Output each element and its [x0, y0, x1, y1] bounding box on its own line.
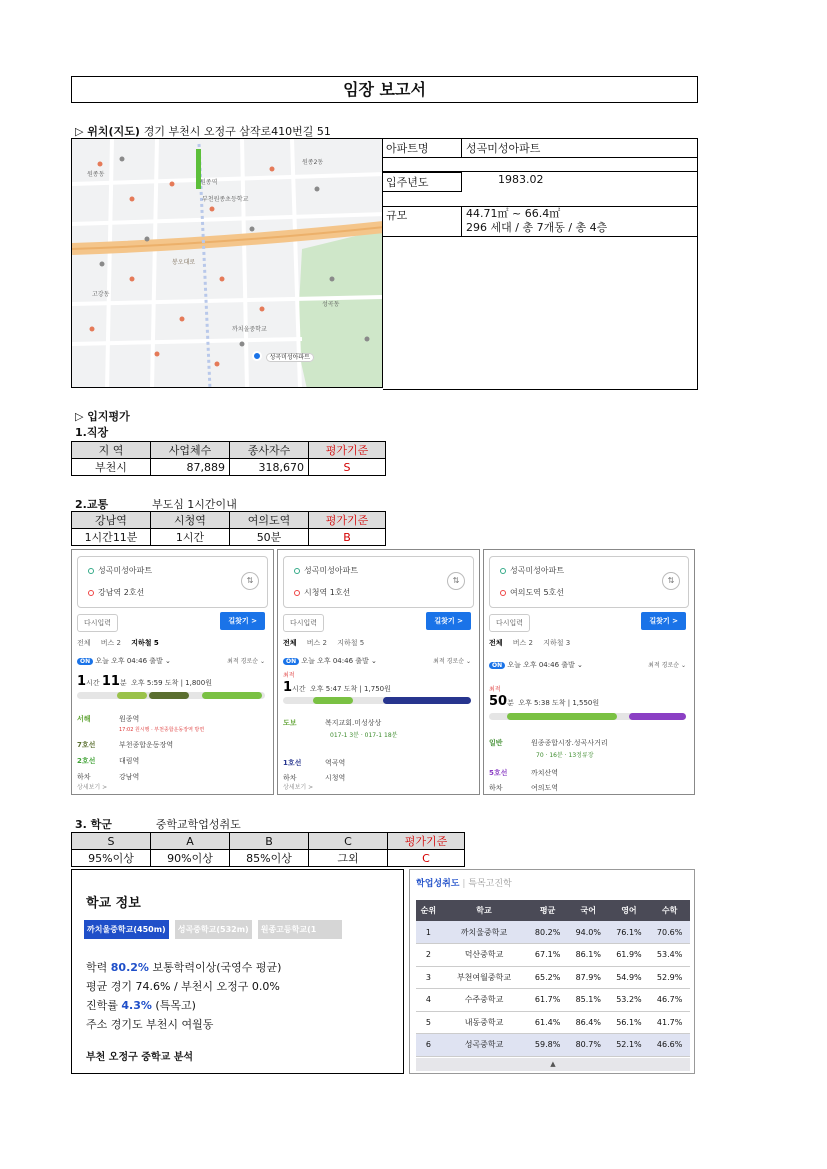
map-road-label: 봉오대로 [172, 259, 196, 266]
sort-select[interactable]: 최적 경로순 ⌄ [433, 658, 471, 665]
sort-select[interactable]: 최적 경로순 ⌄ [227, 658, 265, 665]
route-progress-bar [77, 692, 265, 699]
tab-bus[interactable]: 버스 2 [306, 639, 327, 647]
route-progress-bar [489, 713, 686, 720]
depart-time[interactable]: ON 오늘 오후 04:46 출발 ⌄ [489, 660, 583, 670]
table-cell: 6 [416, 1034, 441, 1057]
dest-dot-icon [294, 590, 300, 596]
table-cell: 까치울중학교 [441, 921, 528, 944]
table-row[interactable] [416, 966, 690, 989]
scroll-up-icon[interactable]: ▲ [416, 1058, 690, 1071]
table-cell: 87.9% [568, 966, 609, 989]
table-row[interactable] [416, 989, 690, 1012]
location-eval-heading: ▷ 입지평가 [75, 410, 130, 423]
table-cell: 덕산중학교 [441, 944, 528, 967]
table-cell: 52.1% [609, 1034, 650, 1057]
route-tabs [489, 638, 578, 648]
school-info-title: 학교 정보 [86, 896, 141, 911]
school-table: S A B C 평가기준 95%이상 90%이상 85%이상 그외 C [71, 832, 465, 867]
table-cell: 5 [416, 1011, 441, 1034]
origin-field[interactable]: 성곡미성아파트 [88, 565, 152, 576]
transport-heading: 2.교통 부도심 1시간이내 [75, 498, 237, 511]
table-row[interactable] [416, 944, 690, 967]
route-step: 1호선 역곡역 [283, 759, 346, 767]
reset-button[interactable]: 다시입력 [489, 614, 530, 632]
table-cell: 53.2% [609, 989, 650, 1012]
workplace-table: 지 역 사업체수 종사자수 평가기준 부천시 87,889 318,670 S [71, 441, 386, 476]
table-cell: 수주중학교 [441, 989, 528, 1012]
table-row[interactable] [416, 921, 690, 944]
table-cell: 내동중학교 [441, 1011, 528, 1034]
table-cell: 53.4% [649, 944, 690, 967]
route-panel-gangnam [71, 549, 274, 795]
table-cell: 86.4% [568, 1011, 609, 1034]
detail-link[interactable]: 상세보기 > [77, 784, 108, 791]
route-step: 서해 원종역 [77, 715, 140, 723]
tab-bus[interactable]: 버스 2 [512, 639, 533, 647]
tab-subway[interactable]: 지하철 5 [131, 639, 159, 647]
table-cell: 61.9% [609, 944, 650, 967]
route-step: 7호선 부천종합운동장역 [77, 741, 174, 749]
route-input-card [283, 556, 474, 608]
on-badge: ON [489, 662, 505, 669]
origin-field[interactable]: 성곡미성아파트 [500, 565, 564, 576]
table-cell: 부천여월중학교 [441, 966, 528, 989]
table-cell: 46.6% [649, 1034, 690, 1057]
school-info-card [71, 869, 404, 1074]
school-grade: C [388, 850, 465, 867]
route-step: 5호선 까치산역 [489, 769, 559, 777]
tab-subway[interactable]: 지하철 5 [337, 639, 365, 647]
school-ranking-card [409, 869, 695, 1074]
school-heading: 3. 학군 중학교학업성취도 [75, 818, 241, 831]
dest-field[interactable]: 강남역 2호선 [88, 587, 144, 598]
location-heading: ▷ 위치(지도) 경기 부천시 오정구 삼작로410번길 51 [75, 125, 331, 138]
best-badge: 최적 [283, 672, 295, 679]
school-footer: 부천 오정구 중학교 분석 [86, 1052, 194, 1063]
map-graphic [72, 139, 383, 388]
table-cell: 67.1% [527, 944, 568, 967]
dest-field[interactable]: 여의도역 5호선 [500, 587, 564, 598]
table-cell: 76.1% [609, 921, 650, 944]
workplace-heading: 1.직장 [75, 426, 109, 439]
detail-link[interactable]: 상세보기 > [283, 784, 314, 791]
origin-dot-icon [294, 568, 300, 574]
map-place-label: 고강동 [92, 291, 110, 298]
table-cell: 3 [416, 966, 441, 989]
school-chip[interactable]: 원종고등학교(1 [258, 920, 342, 939]
table-cell: 85.1% [568, 989, 609, 1012]
swap-icon[interactable]: ⇅ [662, 572, 680, 590]
apt-name-row: 아파트명 성곡미성아파트 [383, 139, 698, 158]
table-cell: 80.2% [527, 921, 568, 944]
route-tabs [283, 638, 372, 648]
route-step-detail: 70 · 16분 · 13정류장 [536, 752, 594, 759]
dest-field[interactable]: 시청역 1호선 [294, 587, 350, 598]
table-cell: 4 [416, 989, 441, 1012]
tab-all[interactable]: 전체 [489, 639, 503, 647]
route-step-detail: 017-1 3분 · 017-1 18분 [330, 732, 398, 739]
find-route-button[interactable]: 길찾기 > [641, 612, 686, 630]
tab-subway[interactable]: 지하철 3 [543, 639, 571, 647]
map-pin-icon [252, 351, 262, 361]
route-panel-cityhall [277, 549, 480, 795]
table-cell: 80.7% [568, 1034, 609, 1057]
apartment-info [383, 138, 698, 390]
map-place-label: 원종동 [87, 171, 105, 178]
table-cell: 59.8% [527, 1034, 568, 1057]
route-step: 하차 시청역 [283, 774, 346, 782]
dest-dot-icon [88, 590, 94, 596]
doc-title: 임장 보고서 [71, 76, 698, 103]
location-address: 경기 부천시 오정구 삼작로410번길 51 [143, 125, 331, 138]
apt-year-row: 입주년도 1983.02 [383, 172, 548, 192]
route-step: 일반 원종종합시장.성곡사거리 [489, 739, 608, 747]
map-marker-label: 성곡미성아파트 [266, 353, 315, 362]
route-input-card [489, 556, 689, 608]
best-badge: 최적 [489, 686, 501, 693]
school-info-lines: 학력 80.2% 보통학력이상(국영수 평균) 평균 경기 74.6% / 부천시 오정구 0.0% 진학률 4.3% (특목고) 주소 경기도 부천시 여월동 [86, 961, 282, 1031]
route-tabs [77, 638, 167, 648]
route-step-detail: 17:02 원시행 · 부천종합운동장역 방면 [119, 727, 205, 733]
workplace-grade: S [309, 459, 386, 476]
on-badge: ON [283, 658, 299, 665]
find-route-button[interactable]: 길찾기 > [220, 612, 265, 630]
route-duration: 1시간 11분 오후 5:59 도착 | 1,800원 [77, 674, 212, 689]
origin-dot-icon [88, 568, 94, 574]
table-cell: 70.6% [649, 921, 690, 944]
tab-bus[interactable]: 버스 2 [100, 639, 121, 647]
depart-time[interactable]: ON 오늘 오후 04:46 출발 ⌄ [283, 656, 377, 666]
sort-select[interactable]: 최적 경로순 ⌄ [648, 662, 686, 669]
table-cell: 94.0% [568, 921, 609, 944]
route-step: 하차 강남역 [77, 773, 140, 781]
route-input-card [77, 556, 268, 608]
route-panel-yeouido [483, 549, 695, 795]
origin-dot-icon [500, 568, 506, 574]
map-place-label: 원종2동 [302, 159, 324, 166]
depart-time[interactable]: ON 오늘 오후 04:46 출발 ⌄ [77, 656, 171, 666]
table-cell: 54.9% [609, 966, 650, 989]
table-row[interactable] [416, 1011, 690, 1034]
route-duration: 1시간 오후 5:47 도착 | 1,750원 [283, 680, 391, 695]
swap-icon[interactable]: ⇅ [447, 572, 465, 590]
table-cell: 86.1% [568, 944, 609, 967]
tab-all[interactable]: 전체 [283, 639, 297, 647]
find-route-button[interactable]: 길찾기 > [426, 612, 471, 630]
apt-size-row: 규모 44.71㎡ ~ 66.4㎡ 296 세대 / 총 7개동 / 총 4층 [383, 206, 698, 237]
map-place-label: 부천원종초등학교 [202, 196, 249, 203]
map-place-label: 성곡동 [322, 301, 340, 308]
dest-dot-icon [500, 590, 506, 596]
table-cell: 2 [416, 944, 441, 967]
table-cell: 41.7% [649, 1011, 690, 1034]
tab-all[interactable]: 전체 [77, 639, 91, 647]
route-step: 하차 여의도역 [489, 784, 559, 792]
map-marker[interactable] [252, 349, 314, 362]
table-cell: 46.7% [649, 989, 690, 1012]
route-step: 도보 복지교회.미성상상 [283, 719, 382, 727]
table-cell: 65.2% [527, 966, 568, 989]
table-cell: 61.7% [527, 989, 568, 1012]
school-chip-active[interactable]: 까치울중학교(450m) [84, 920, 169, 939]
transport-grade: B [309, 529, 386, 546]
table-cell: 성곡중학교 [441, 1034, 528, 1057]
origin-field[interactable]: 성곡미성아파트 [294, 565, 358, 576]
route-step: 2호선 대림역 [77, 757, 140, 765]
ranking-tabs: 학업성취도 | 특목고진학 [416, 879, 512, 889]
table-cell: 52.9% [649, 966, 690, 989]
map-place-label: 원종역 [200, 179, 218, 186]
route-duration: 50분 오후 5:38 도착 | 1,550원 [489, 694, 600, 709]
route-progress-bar [283, 697, 471, 704]
table-cell: 61.4% [527, 1011, 568, 1034]
on-badge: ON [77, 658, 93, 665]
apt-blank-row [383, 155, 698, 172]
school-chip-list [84, 920, 342, 939]
location-map[interactable] [71, 138, 383, 388]
table-cell: 56.1% [609, 1011, 650, 1034]
apt-blank-row [383, 190, 698, 207]
swap-icon[interactable]: ⇅ [241, 572, 259, 590]
tab-achievement[interactable]: 학업성취도 [416, 879, 460, 889]
transport-table: 강남역 시청역 여의도역 평가기준 1시간11분 1시간 50분 B [71, 511, 386, 546]
reset-button[interactable]: 다시입력 [283, 614, 324, 632]
reset-button[interactable]: 다시입력 [77, 614, 118, 632]
tab-special-high[interactable]: 특목고진학 [468, 879, 512, 889]
table-row[interactable] [416, 1034, 690, 1057]
school-chip[interactable]: 성곡중학교(532m) [175, 920, 252, 939]
map-place-label: 까치울중학교 [232, 326, 267, 333]
ranking-table: 순위 학교 평균 국어 영어 수학 1 까치울중학교 80.2% 94.0% 76.1% 70.6% 2 덕산중학교 67.1% 86.1% 61.9% 53.4% 3 부천여월중학교 65.2% 87.9% 54.9% 52.9% 4 수주중학교 61.7% 85.1% 53.2% 46.7% 5 내동중학교 61.4% 86.4% 56.1% 41.7% 6 성곡중학교 59.8% 80.7% 52.1% 46.6% [416, 900, 690, 1057]
table-cell: 1 [416, 921, 441, 944]
